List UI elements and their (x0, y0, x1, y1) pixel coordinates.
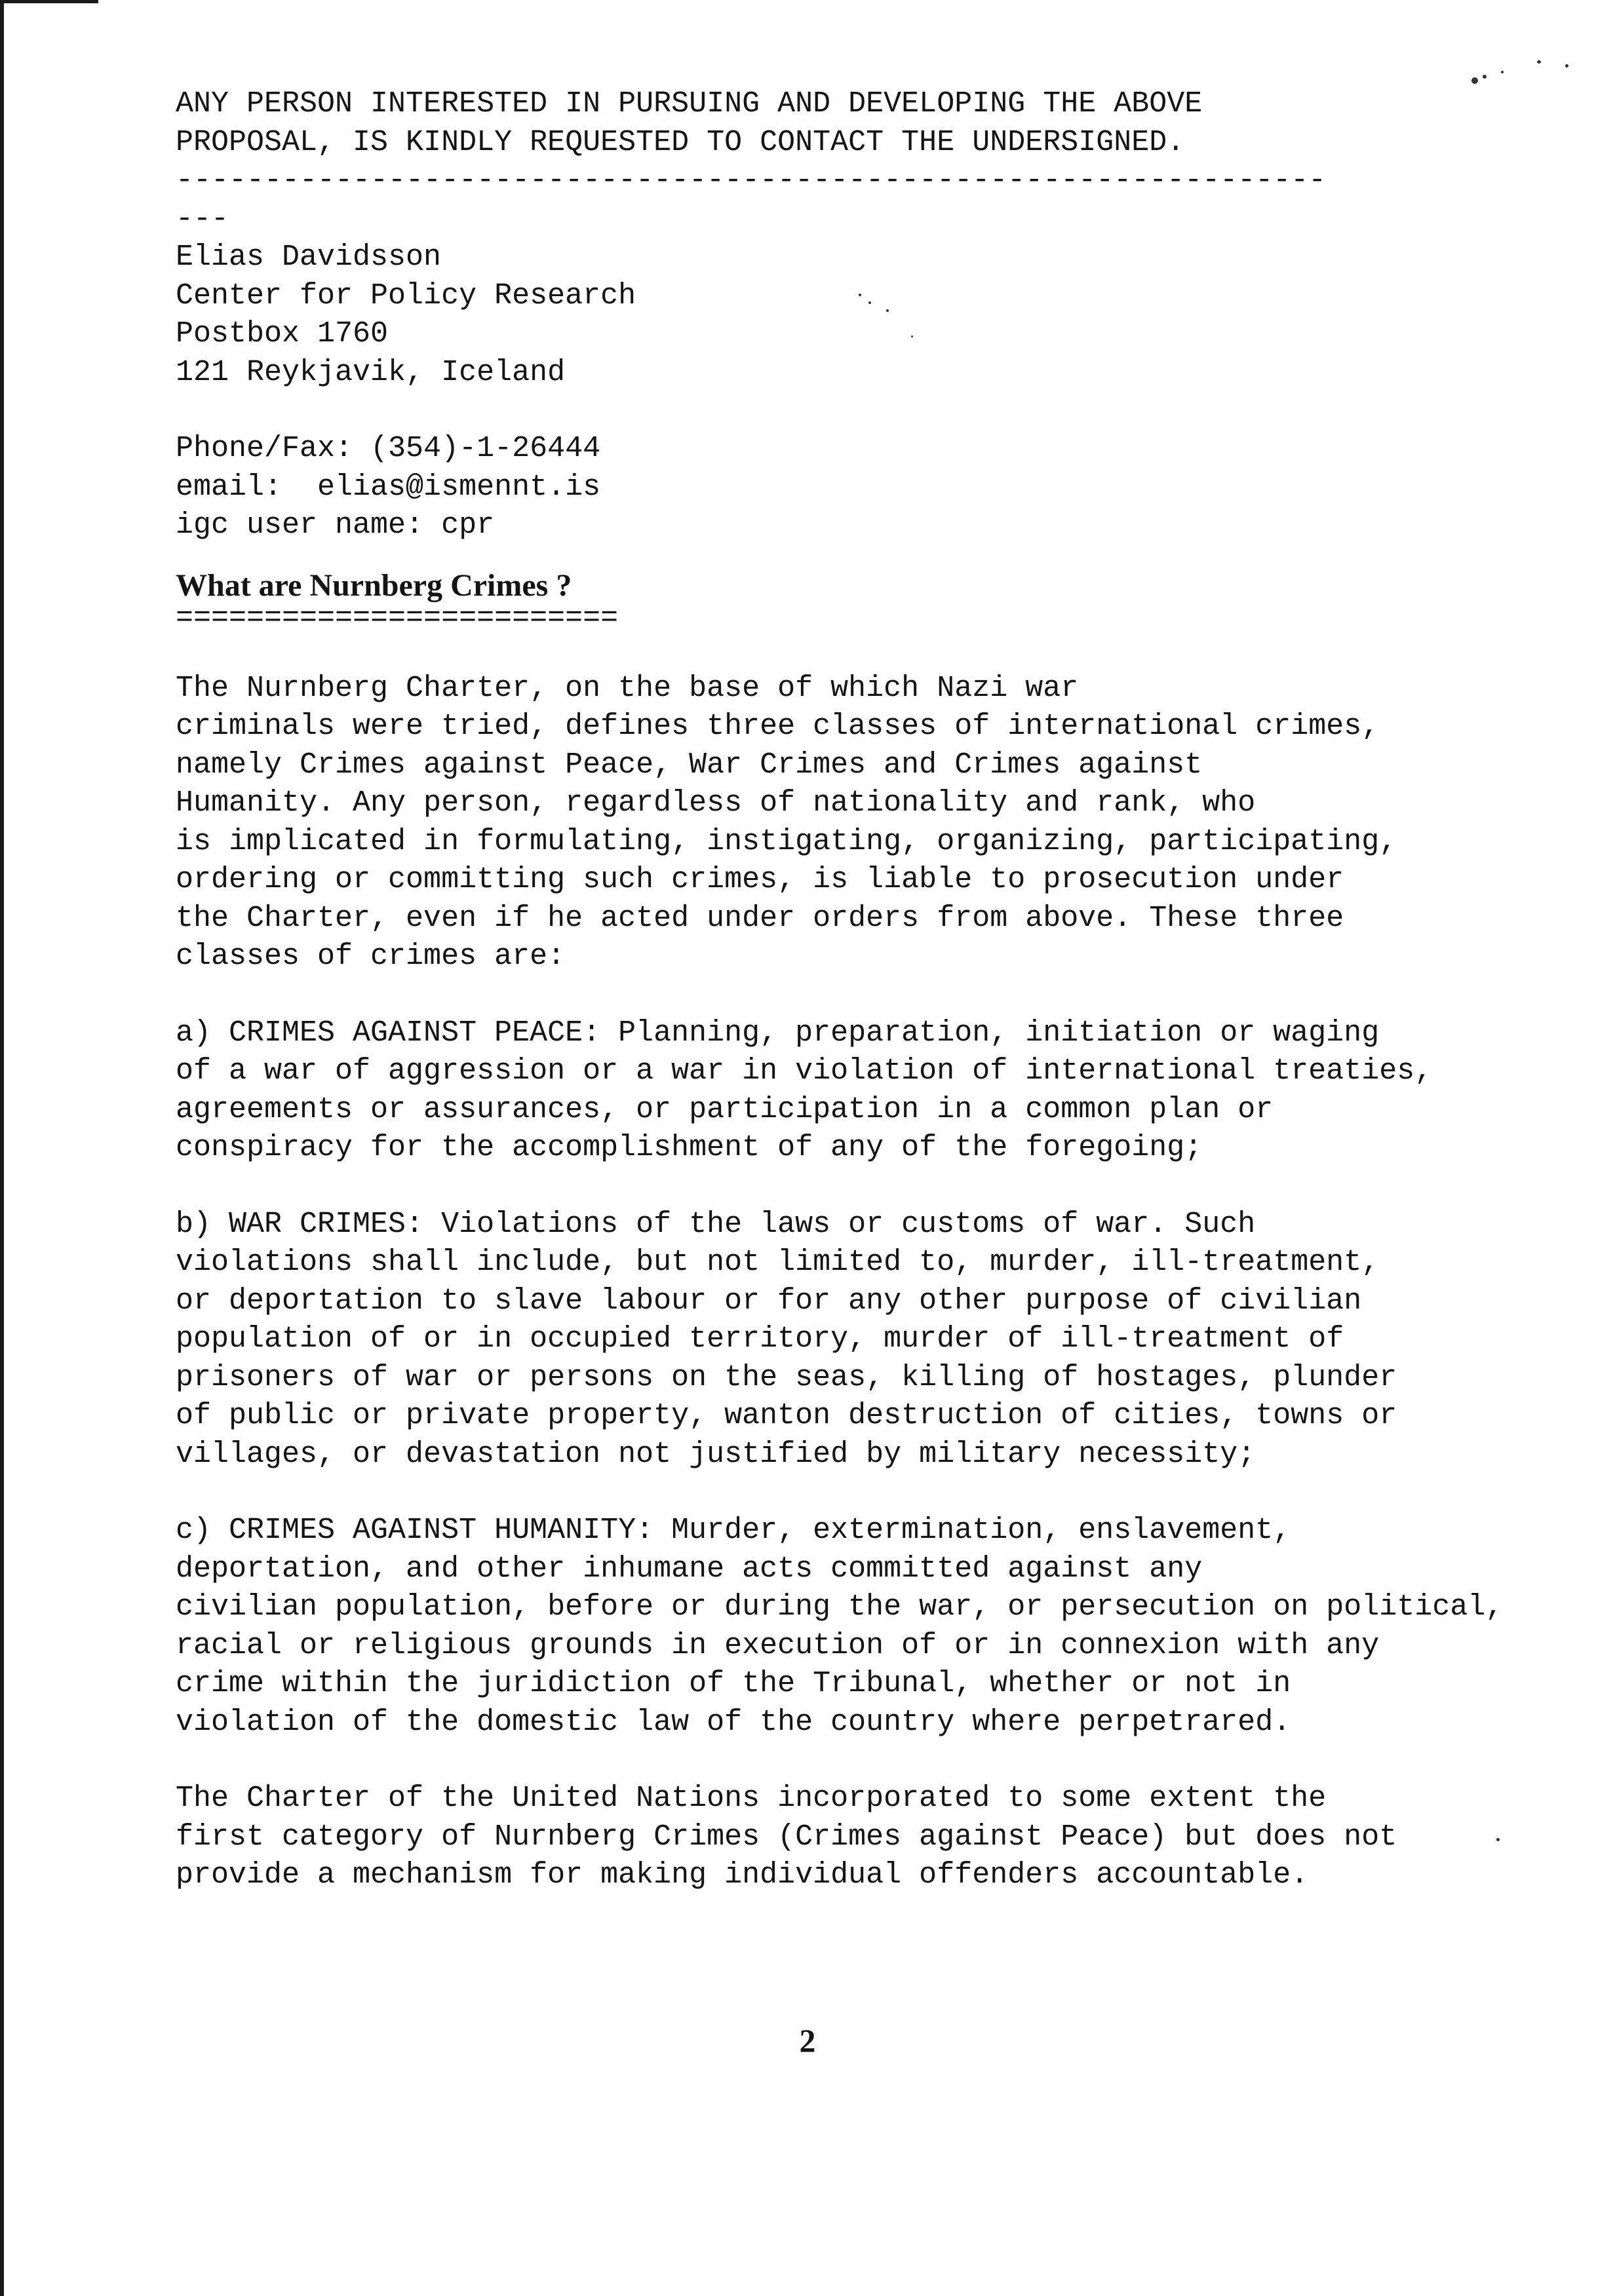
paragraph-line: The Charter of the United Nations incorporated to some extent the (176, 1782, 1327, 1815)
paragraph-line: violations shall include, but not limited to, murder, ill-treatment, (176, 1246, 1380, 1279)
contact-igc: igc user name: cpr (176, 508, 495, 542)
paragraph-line: c) CRIMES AGAINST HUMANITY: Murder, extermination, enslavement, (176, 1514, 1291, 1547)
scan-speck (1483, 75, 1487, 79)
intro-notice (176, 85, 1493, 162)
paragraph-line: agreements or assurances, or participation in a common plan or (176, 1092, 1274, 1126)
paragraph-line: villages, or devastation not justified by military necessity; (176, 1437, 1256, 1471)
document-body (176, 85, 1504, 1895)
intro-line: ANY PERSON INTERESTED IN PURSUING AND DEVELOPING THE ABOVE (176, 87, 1203, 121)
contact-postbox: Postbox 1760 (176, 317, 389, 351)
spacer (176, 392, 1493, 430)
paragraph-line: of a war of aggression or a war in violation of international treaties, (176, 1054, 1433, 1088)
paragraph-line: crime within the juridiction of the Tribunal, whether or not in (176, 1667, 1291, 1700)
paragraph-line: a) CRIMES AGAINST PEACE: Planning, preparation, initiation or waging (176, 1016, 1380, 1050)
spacer (176, 976, 1493, 1014)
separator-line-short: --- (176, 202, 229, 236)
intro-line: PROPOSAL, IS KINDLY REQUESTED TO CONTACT THE UNDERSIGNED. (176, 125, 1185, 159)
paragraph-line: ordering or committing such crimes, is liable to prosecution under (176, 863, 1344, 896)
scan-speck (1501, 71, 1504, 73)
paragraph-line: Humanity. Any person, regardless of nationality and rank, who (176, 786, 1256, 820)
contact-block (176, 239, 1493, 545)
paragraph-line: first category of Nurnberg Crimes (Crimes against Peace) but does not (176, 1820, 1397, 1854)
paragraph-line: prisoners of war or persons on the seas, killing of hostages, plunder (176, 1360, 1397, 1394)
separator-line: ----------------------------------------------------------------- (176, 164, 1327, 197)
paragraph-line: racial or religious grounds in execution of or in connexion with any (176, 1628, 1380, 1662)
paragraph-war-crimes (176, 1206, 1493, 1474)
paragraph-line: conspiracy for the accomplishment of any of the foregoing; (176, 1131, 1203, 1164)
paragraph-line: provide a mechanism for making individual offenders accountable. (176, 1858, 1309, 1892)
paragraph-line: is implicated in formulating, instigating, organizing, participating, (176, 824, 1397, 858)
section-heading: What are Nurnberg Crimes ? (176, 567, 572, 603)
paragraph-line: the Charter, even if he acted under orders from above. These three (176, 901, 1344, 935)
scan-edge-top (0, 0, 98, 3)
paragraph-line: namely Crimes against Peace, War Crimes and Crimes against (176, 748, 1203, 782)
paragraph-line: of public or private property, wanton destruction of cities, towns or (176, 1399, 1397, 1432)
paragraph-line: or deportation to slave labour or for any other purpose of civilian (176, 1284, 1362, 1318)
paragraph-line: classes of crimes are: (176, 940, 566, 973)
contact-phone: Phone/Fax: (354)-1-26444 (176, 432, 601, 465)
paragraph-crimes-against-humanity (176, 1512, 1504, 1742)
paragraph-line: criminals were tried, defines three classes of international crimes, (176, 710, 1380, 743)
spacer (176, 545, 1493, 566)
contact-organization: Center for Policy Research (176, 278, 636, 313)
paragraph-line: civilian population, before or during the war, or persecution on political, (176, 1590, 1504, 1624)
paragraph-intro (176, 670, 1493, 976)
paragraph-closing (176, 1780, 1493, 1895)
contact-city: 121 Reykjavik, Iceland (176, 355, 566, 389)
paragraph-crimes-against-peace (176, 1014, 1493, 1168)
paragraph-line: b) WAR CRIMES: Violations of the laws or customs of war. Such (176, 1207, 1256, 1241)
scan-speck (1471, 77, 1478, 84)
spacer (176, 1742, 1493, 1780)
spacer (176, 632, 1493, 670)
scan-speck (1565, 64, 1568, 67)
spacer (176, 1168, 1493, 1206)
paragraph-line: population of or in occupied territory, murder of ill-treatment of (176, 1322, 1344, 1356)
contact-name: Elias Davidsson (176, 240, 442, 274)
scan-speck (1496, 1838, 1500, 1841)
paragraph-line: The Nurnberg Charter, on the base of which Nazi war (176, 671, 1079, 705)
scan-edge-left (0, 0, 4, 2296)
contact-email: email: elias@ismennt.is (176, 470, 601, 504)
spacer (176, 1474, 1493, 1512)
page-number: 2 (799, 2022, 816, 2059)
paragraph-line: violation of the domestic law of the country where perpetrared. (176, 1705, 1291, 1739)
paragraph-line: deportation, and other inhumane acts committed against any (176, 1552, 1203, 1586)
heading-underline: ========================= (176, 601, 619, 635)
scan-speck (1537, 60, 1541, 64)
